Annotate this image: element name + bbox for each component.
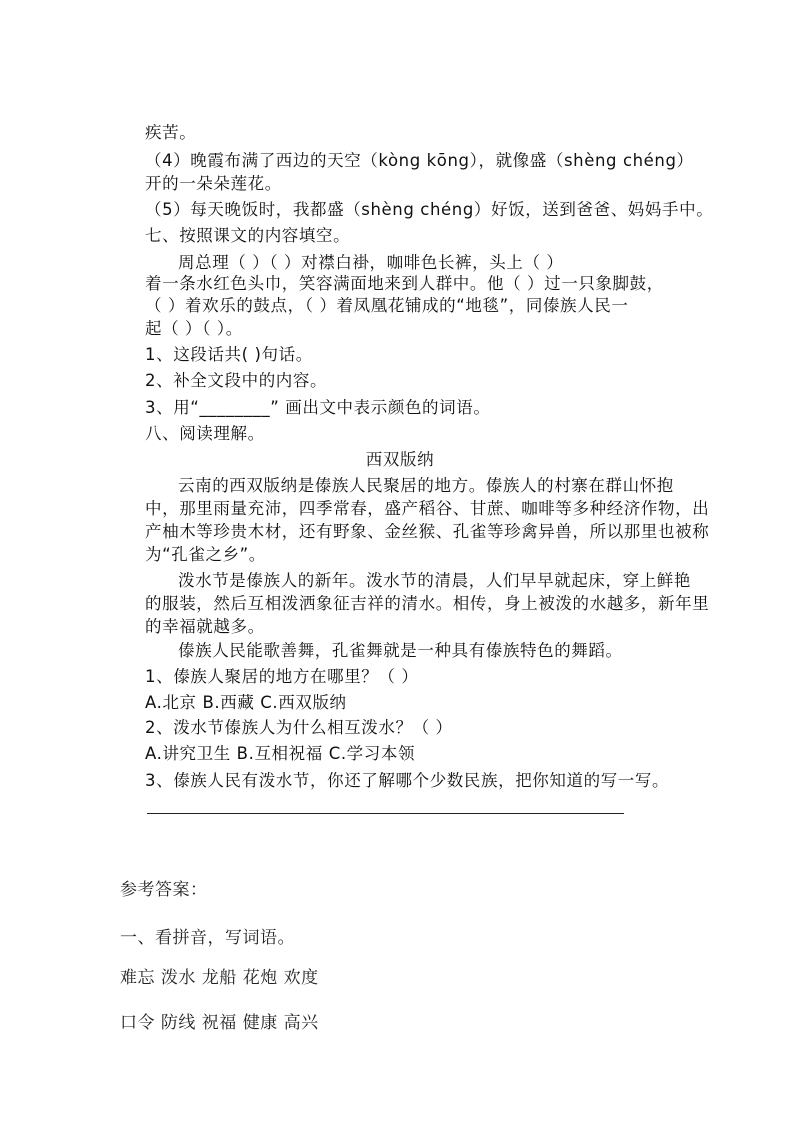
question-4: （4）晚霞布满了西边的天空（kòng kōng），就像盛（shèng chéng） bbox=[145, 151, 694, 170]
passage-line: 着一条水红色头巾，笑容满面地来到人群中。他（ ）过一只象脚鼓， bbox=[145, 274, 664, 293]
passage-line: （ ）着欢乐的鼓点，（ ）着凤凰花铺成的“地毯”，同傣族人民一 bbox=[145, 296, 629, 315]
reading-line: 中，那里雨量充沛，四季常春，盛产稻谷、甘蔗、咖啡等多种经济作物，出 bbox=[145, 499, 710, 518]
answer-line bbox=[147, 813, 624, 814]
question-5: （5）每天晚饭时，我都盛（shèng chéng）好饭，送到爸爸、妈妈手中。 bbox=[145, 200, 714, 219]
reading-line: 的幸福就越多。 bbox=[145, 617, 265, 636]
section-heading-8: 八、阅读理解。 bbox=[145, 424, 265, 443]
passage-line: 周总理（ ）（ ）对襟白褂，咖啡色长裤，头上（ ） bbox=[178, 253, 564, 272]
reading-line: 云南的西双版纳是傣族人民聚居的地方。傣族人的村寨在群山怀抱 bbox=[178, 476, 674, 495]
text-line: 疾苦。 bbox=[145, 123, 197, 142]
reading-question: 2、泼水节傣族人为什么相互泼水？（ ） bbox=[145, 718, 453, 737]
question-line: 1、这段话共( )句话。 bbox=[145, 345, 313, 364]
section-heading-7: 七、按照课文的内容填空。 bbox=[145, 226, 351, 245]
passage-line: 起（ ）（ ）。 bbox=[145, 319, 243, 338]
question-line: 3、用“________” 画出文中表示颜色的词语。 bbox=[145, 398, 491, 417]
reading-line: 的服装，然后互相泼洒象征吉祥的清水。相传，身上被泼的水越多，新年里 bbox=[145, 594, 710, 613]
choice-line: A.讲究卫生 B.互相祝福 C.学习本领 bbox=[145, 744, 416, 763]
answer-section-heading: 一、看拼音，写词语。 bbox=[120, 928, 295, 948]
answer-words: 难忘 泼水 龙船 花炮 欢度 bbox=[120, 968, 319, 988]
reading-line: 傣族人民能歌善舞，孔雀舞就是一种具有傣族特色的舞蹈。 bbox=[178, 641, 623, 660]
answer-key-heading: 参考答案： bbox=[120, 880, 208, 900]
choice-line: A.北京 B.西藏 C.西双版纳 bbox=[145, 693, 347, 712]
answer-words: 口令 防线 祝福 健康 高兴 bbox=[120, 1013, 319, 1033]
reading-question: 1、傣族人聚居的地方在哪里？（ ） bbox=[145, 667, 419, 686]
reading-line: 产柚木等珍贵木材，还有野象、金丝猴、孔雀等珍禽异兽，所以那里也被称 bbox=[145, 522, 710, 541]
reading-question: 3、傣族人民有泼水节，你还了解哪个少数民族，把你知道的写一写。 bbox=[145, 771, 670, 790]
reading-line: 泼水节是傣族人的新年。泼水节的清晨，人们早早就起床，穿上鲜艳 bbox=[178, 571, 691, 590]
reading-title: 西双版纳 bbox=[365, 450, 435, 469]
reading-line: 为“孔雀之乡”。 bbox=[145, 545, 266, 564]
question-line: 2、补全文段中的内容。 bbox=[145, 371, 328, 390]
text-line: 开的一朵朵莲花。 bbox=[145, 174, 282, 193]
